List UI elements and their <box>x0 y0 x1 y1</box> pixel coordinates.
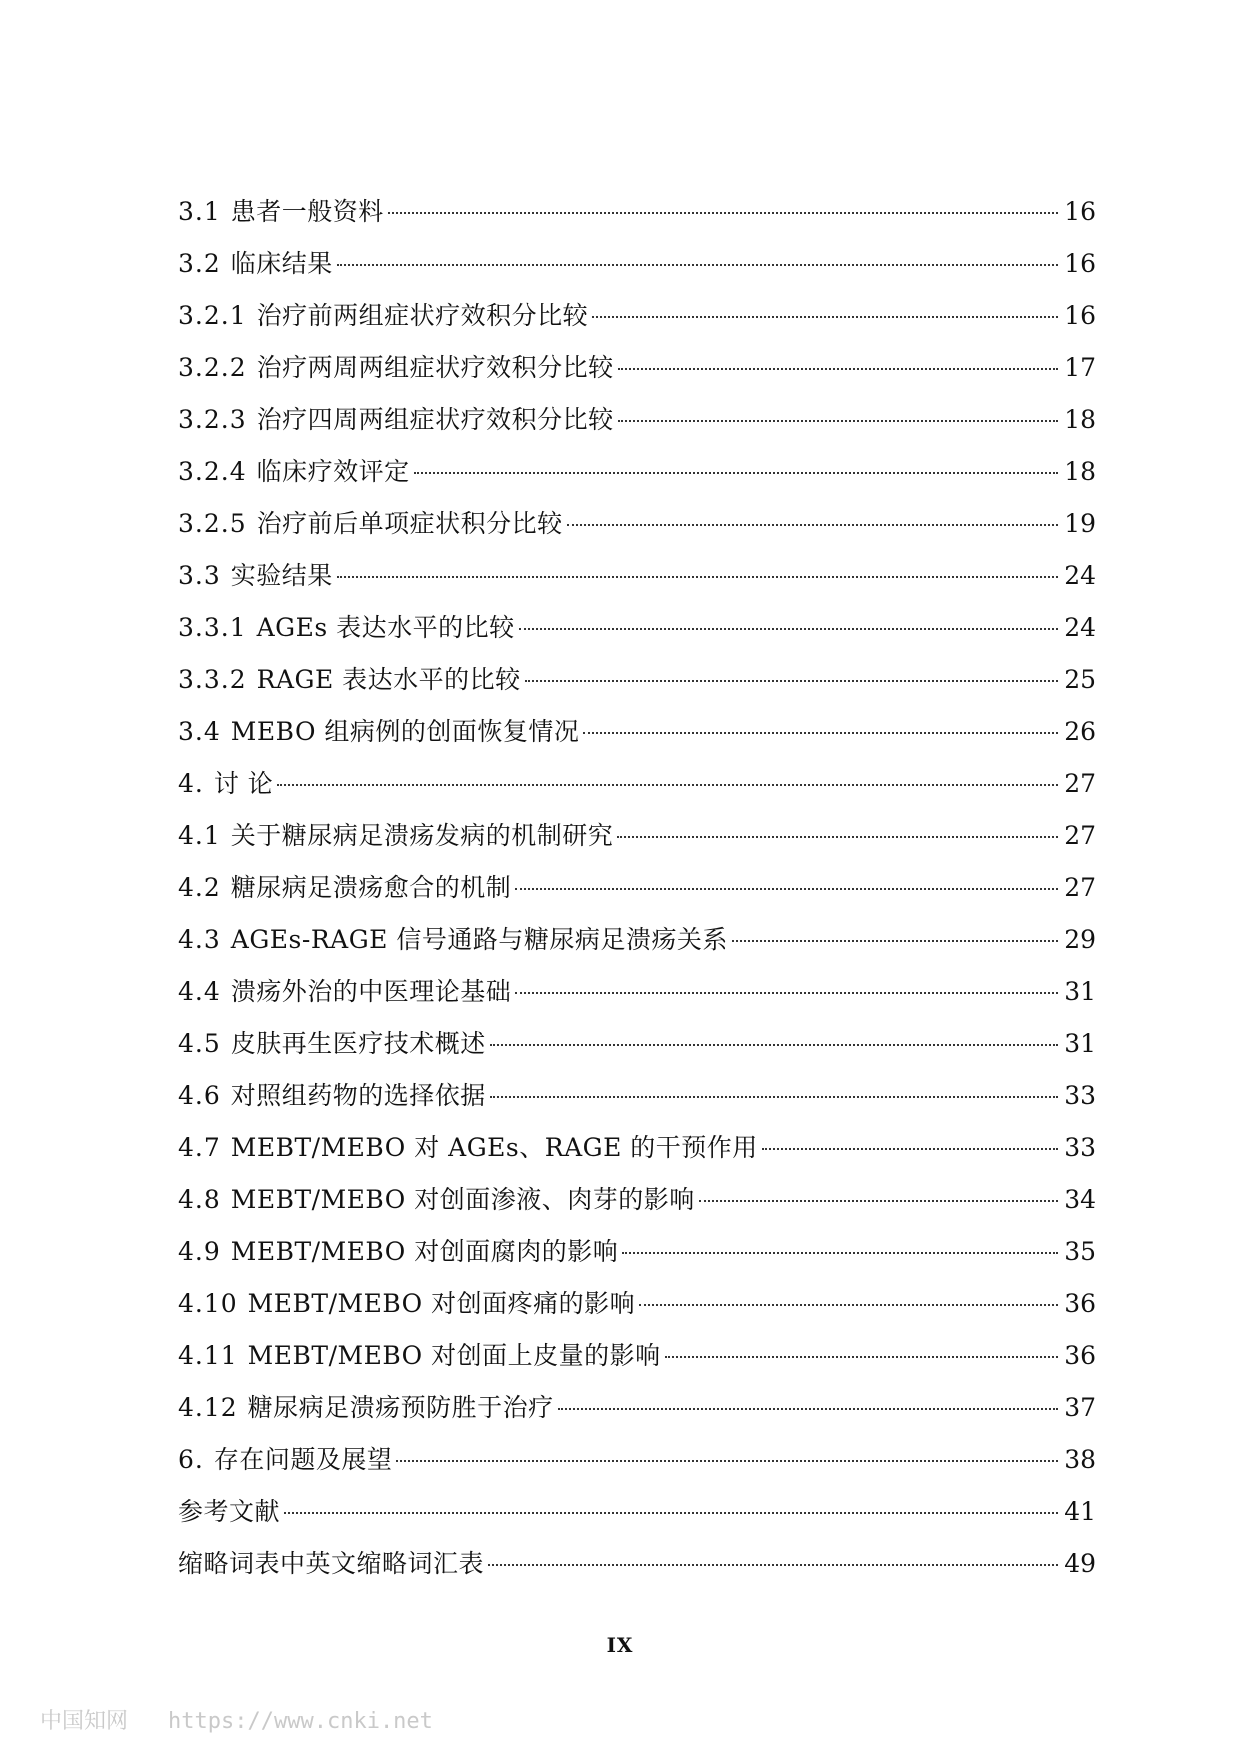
toc-entry[interactable] <box>178 706 1096 758</box>
toc-entry[interactable] <box>178 342 1096 394</box>
dot-leader <box>558 1408 1058 1410</box>
toc-entry-number: 3.3.1 <box>178 613 247 642</box>
toc-entry-title: 对照组药物的选择依据 <box>230 1081 486 1110</box>
toc-entry-title: 治疗前后单项症状积分比较 <box>256 509 563 538</box>
toc-entry-title: MEBO 组病例的创面恢复情况 <box>230 717 580 746</box>
toc-entry-page: 38 <box>1064 1445 1096 1474</box>
toc-entry-page: 16 <box>1064 301 1096 330</box>
toc-entry-number: 6. <box>178 1445 204 1474</box>
toc-entry-number: 3.2.1 <box>178 301 247 330</box>
toc-entry-page: 31 <box>1064 977 1096 1006</box>
toc-entry[interactable] <box>178 1538 1096 1590</box>
dot-leader <box>490 1096 1058 1098</box>
toc-entry-title: 治疗四周两组症状疗效积分比较 <box>256 405 614 434</box>
toc-entry[interactable] <box>178 498 1096 550</box>
dot-leader <box>515 888 1058 890</box>
toc-entry-page: 27 <box>1064 769 1096 798</box>
toc-entry[interactable] <box>178 810 1096 862</box>
toc-entry-number: 4.6 <box>178 1081 221 1110</box>
toc-entry-number: 4.9 <box>178 1237 221 1266</box>
toc-entry-title: MEBT/MEBO 对创面腐肉的影响 <box>230 1237 619 1266</box>
dot-leader <box>665 1356 1058 1358</box>
toc-entry-page: 27 <box>1064 873 1096 902</box>
dot-leader <box>490 1044 1058 1046</box>
toc-entry-title: 患者一般资料 <box>230 197 384 226</box>
dot-leader <box>519 628 1058 630</box>
toc-entry[interactable] <box>178 550 1096 602</box>
toc-entry[interactable] <box>178 862 1096 914</box>
toc-entry[interactable] <box>178 238 1096 290</box>
toc-entry-title: AGEs 表达水平的比较 <box>256 613 515 642</box>
toc-entry-page: 19 <box>1064 509 1096 538</box>
toc-entry-title: 临床结果 <box>230 249 333 278</box>
toc-entry[interactable] <box>178 290 1096 342</box>
toc-entry-page: 33 <box>1064 1081 1096 1110</box>
toc-entry[interactable] <box>178 1226 1096 1278</box>
toc-entry-page: 29 <box>1064 925 1096 954</box>
toc-entry-title: 糖尿病足溃疡预防胜于治疗 <box>247 1393 554 1422</box>
toc-entry[interactable] <box>178 758 1096 810</box>
dot-leader <box>618 420 1058 422</box>
toc-entry-page: 49 <box>1064 1549 1096 1578</box>
table-of-contents <box>178 186 1096 1590</box>
toc-entry[interactable] <box>178 1382 1096 1434</box>
toc-entry-page: 18 <box>1064 457 1096 486</box>
dot-leader <box>488 1564 1058 1566</box>
dot-leader <box>699 1200 1058 1202</box>
toc-entry-page: 27 <box>1064 821 1096 850</box>
toc-entry-page: 25 <box>1064 665 1096 694</box>
toc-entry-title: MEBT/MEBO 对创面上皮量的影响 <box>247 1341 661 1370</box>
dot-leader <box>622 1252 1058 1254</box>
toc-entry-number: 4.4 <box>178 977 221 1006</box>
toc-entry-title: 实验结果 <box>230 561 333 590</box>
toc-entry-number: 4.3 <box>178 925 221 954</box>
dot-leader <box>277 784 1058 786</box>
toc-entry[interactable] <box>178 1278 1096 1330</box>
dot-leader <box>337 576 1058 578</box>
toc-entry-number: 4.10 <box>178 1289 238 1318</box>
toc-entry-page: 36 <box>1064 1341 1096 1370</box>
dot-leader <box>388 212 1058 214</box>
toc-entry-number: 4.5 <box>178 1029 221 1058</box>
toc-entry-title: MEBT/MEBO 对 AGEs、RAGE 的干预作用 <box>230 1133 758 1162</box>
toc-entry-number: 4.8 <box>178 1185 221 1214</box>
toc-entry-number: 3.2.5 <box>178 509 247 538</box>
toc-entry-number: 4.12 <box>178 1393 238 1422</box>
toc-entry-page: 31 <box>1064 1029 1096 1058</box>
dot-leader <box>515 992 1058 994</box>
toc-entry[interactable] <box>178 186 1096 238</box>
toc-entry[interactable] <box>178 1330 1096 1382</box>
toc-entry-number: 3.2 <box>178 249 221 278</box>
toc-entry[interactable] <box>178 914 1096 966</box>
toc-entry-number: 4.11 <box>178 1341 238 1370</box>
toc-entry-title: 参考文献 <box>178 1497 281 1526</box>
toc-entry[interactable] <box>178 446 1096 498</box>
toc-entry-page: 34 <box>1064 1185 1096 1214</box>
toc-entry-page: 17 <box>1064 353 1096 382</box>
dot-leader <box>617 836 1058 838</box>
toc-entry-title: AGEs-RAGE 信号通路与糖尿病足溃疡关系 <box>230 925 728 954</box>
toc-entry-number: 3.2.4 <box>178 457 247 486</box>
toc-entry-page: 35 <box>1064 1237 1096 1266</box>
dot-leader <box>396 1460 1058 1462</box>
toc-entry-title: 临床疗效评定 <box>256 457 410 486</box>
toc-entry[interactable] <box>178 394 1096 446</box>
toc-entry[interactable] <box>178 1070 1096 1122</box>
toc-entry-number: 3.4 <box>178 717 221 746</box>
toc-entry-title: 讨 论 <box>213 769 274 798</box>
dot-leader <box>583 732 1058 734</box>
toc-entry-page: 41 <box>1064 1497 1096 1526</box>
dot-leader <box>337 264 1058 266</box>
dot-leader <box>762 1148 1058 1150</box>
toc-entry[interactable] <box>178 654 1096 706</box>
dot-leader <box>567 524 1058 526</box>
toc-entry[interactable] <box>178 1018 1096 1070</box>
toc-entry-number: 3.3.2 <box>178 665 247 694</box>
dot-leader <box>732 940 1058 942</box>
toc-entry-title: MEBT/MEBO 对创面渗液、肉芽的影响 <box>230 1185 695 1214</box>
toc-entry-title: 关于糖尿病足溃疡发病的机制研究 <box>230 821 614 850</box>
toc-entry-title: 溃疡外治的中医理论基础 <box>230 977 512 1006</box>
toc-entry-title: 缩略词表中英文缩略词汇表 <box>178 1549 485 1578</box>
toc-entry-title: MEBT/MEBO 对创面疼痛的影响 <box>247 1289 636 1318</box>
toc-entry-page: 36 <box>1064 1289 1096 1318</box>
toc-entry-number: 3.1 <box>178 197 221 226</box>
dot-leader <box>414 472 1058 474</box>
page-number: IX <box>606 1633 634 1657</box>
toc-entry-page: 24 <box>1064 561 1096 590</box>
dot-leader <box>592 316 1058 318</box>
toc-entry-page: 18 <box>1064 405 1096 434</box>
toc-entry-page: 24 <box>1064 613 1096 642</box>
toc-entry-page: 26 <box>1064 717 1096 746</box>
toc-entry-number: 4.2 <box>178 873 221 902</box>
toc-entry-page: 16 <box>1064 249 1096 278</box>
dot-leader <box>284 1512 1058 1514</box>
toc-entry-title: 治疗两周两组症状疗效积分比较 <box>256 353 614 382</box>
dot-leader <box>639 1304 1058 1306</box>
toc-entry-page: 37 <box>1064 1393 1096 1422</box>
toc-entry-number: 3.2.2 <box>178 353 247 382</box>
toc-entry-title: 存在问题及展望 <box>213 1445 393 1474</box>
toc-entry-number: 4.7 <box>178 1133 221 1162</box>
toc-entry-number: 4. <box>178 769 204 798</box>
watermark-brand: 中国知网 <box>40 1709 129 1734</box>
dot-leader <box>618 368 1058 370</box>
toc-entry[interactable] <box>178 1486 1096 1538</box>
toc-entry-number: 3.2.3 <box>178 405 247 434</box>
toc-entry[interactable] <box>178 966 1096 1018</box>
toc-entry-title: 糖尿病足溃疡愈合的机制 <box>230 873 512 902</box>
toc-entry[interactable] <box>178 1434 1096 1486</box>
dot-leader <box>525 680 1058 682</box>
toc-entry-number: 4.1 <box>178 821 221 850</box>
toc-entry[interactable] <box>178 602 1096 654</box>
toc-entry-title: 皮肤再生医疗技术概述 <box>230 1029 486 1058</box>
watermark-url[interactable]: https://www.cnki.net <box>168 1709 433 1734</box>
toc-entry-title: RAGE 表达水平的比较 <box>256 665 521 694</box>
toc-entry-number: 3.3 <box>178 561 221 590</box>
toc-entry[interactable] <box>178 1174 1096 1226</box>
toc-entry-page: 33 <box>1064 1133 1096 1162</box>
cnki-watermark <box>40 1704 433 1735</box>
toc-entry-page: 16 <box>1064 197 1096 226</box>
toc-entry[interactable] <box>178 1122 1096 1174</box>
toc-entry-title: 治疗前两组症状疗效积分比较 <box>256 301 589 330</box>
